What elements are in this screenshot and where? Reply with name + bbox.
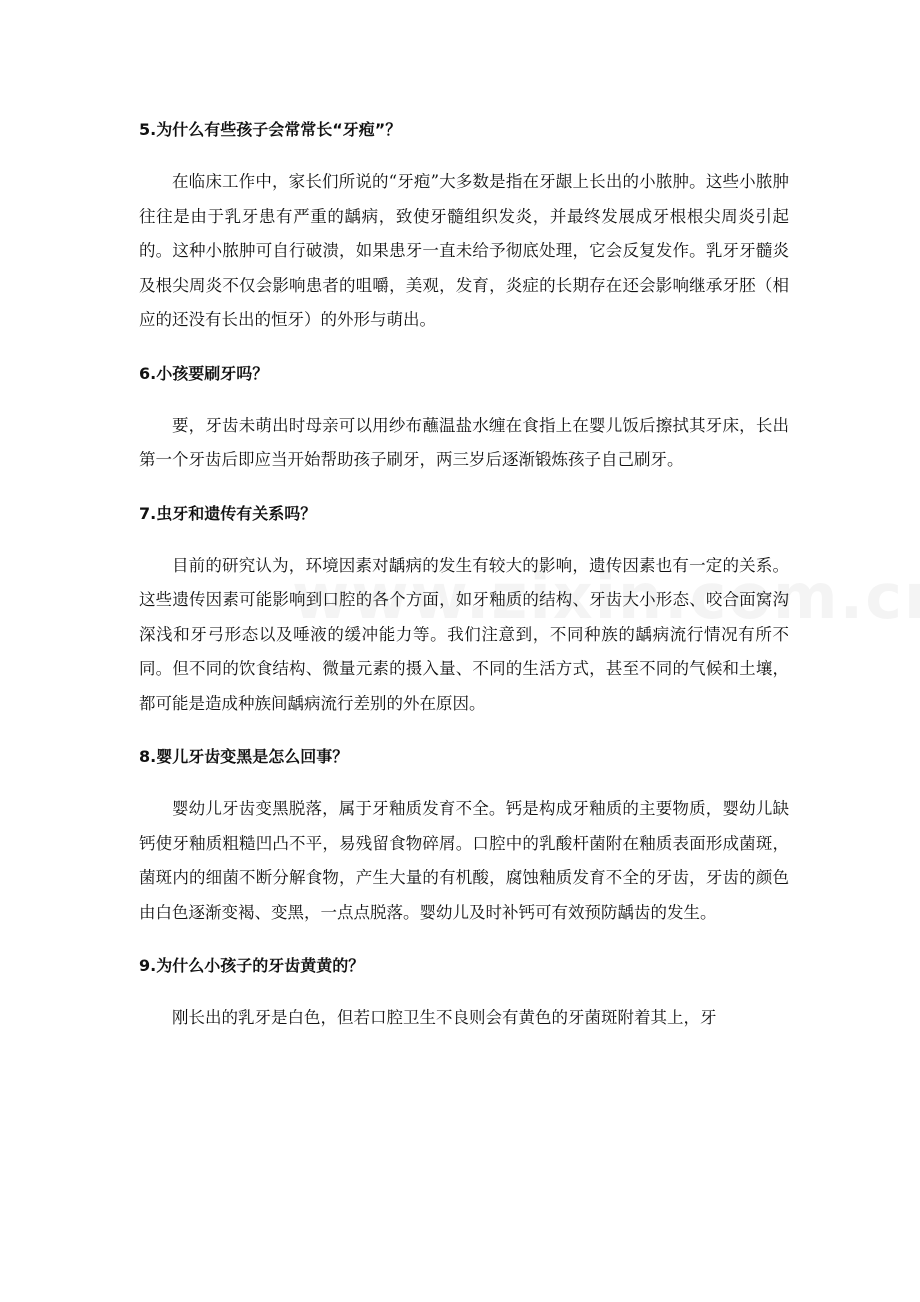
section-body: 在临床工作中，家长们所说的“牙疱”大多数是指在牙龈上长出的小脓肿。这些小脓肿往往是由于乳牙患有严重的龋病，致使牙髓组织发炎，并最终发展成牙根根尖周炎引起的。这种小脓肿可自行破溃，如果患牙一直未给予彻底处理，它会反复发作。乳牙牙髓炎及根尖周炎不仅会影响患者的咀嚼，美观，发育，炎症的长期存在还会影响继承牙胚（相应的还没有长出的恒牙）的外形与萌出。	[139, 172, 789, 329]
document-content	[139, 112, 789, 1036]
section-body: 刚长出的乳牙是白色，但若口腔卫生不良则会有黄色的牙菌斑附着其上，牙	[172, 1008, 717, 1027]
section-heading: 6.小孩要刷牙吗？	[139, 363, 269, 383]
section-5	[139, 112, 789, 356]
section-9	[139, 948, 789, 1036]
section-heading: 5.为什么有些孩子会常常长“牙疱”？	[139, 120, 402, 139]
section-7	[139, 496, 789, 740]
section-heading: 8.婴儿牙齿变黑是怎么回事？	[139, 747, 349, 766]
section-body: 要，牙齿未萌出时母亲可以用纱布蘸温盐水缠在食指上在婴儿饭后擦拭其牙床，长出第一个牙齿后即应当开始帮助孩子刷牙，两三岁后逐渐锻炼孩子自己刷牙。	[139, 415, 789, 469]
section-8	[139, 739, 789, 948]
section-body: 婴幼儿牙齿变黑脱落，属于牙釉质发育不全。钙是构成牙釉质的主要物质，婴幼儿缺钙使牙釉质粗糙凹凸不平，易残留食物碎屑。口腔中的乳酸杆菌附在釉质表面形成菌斑，菌斑内的细菌不断分解食物，产生大量的有机酸，腐蚀釉质发育不全的牙齿，牙齿的颜色由白色逐渐变褐、变黑，一点点脱落。婴幼儿及时补钙可有效预防龋齿的发生。	[139, 799, 789, 922]
section-heading: 7.虫牙和遗传有关系吗？	[139, 503, 317, 523]
section-heading: 9.为什么小孩子的牙齿黄黄的？	[139, 956, 365, 975]
section-6	[139, 356, 789, 496]
section-body: 目前的研究认为，环境因素对龋病的发生有较大的影响，遗传因素也有一定的关系。这些遗传因素可能影响到口腔的各个方面，如牙釉质的结构、牙齿大小形态、咬合面窝沟深浅和牙弓形态以及唾液的缓冲能力等。我们注意到，不同种族的龋病流行情况有所不同。但不同的饮食结构、微量元素的摄入量、不同的生活方式，甚至不同的气候和土壤，都可能是造成种族间龋病流行差别的外在原因。	[139, 555, 789, 713]
